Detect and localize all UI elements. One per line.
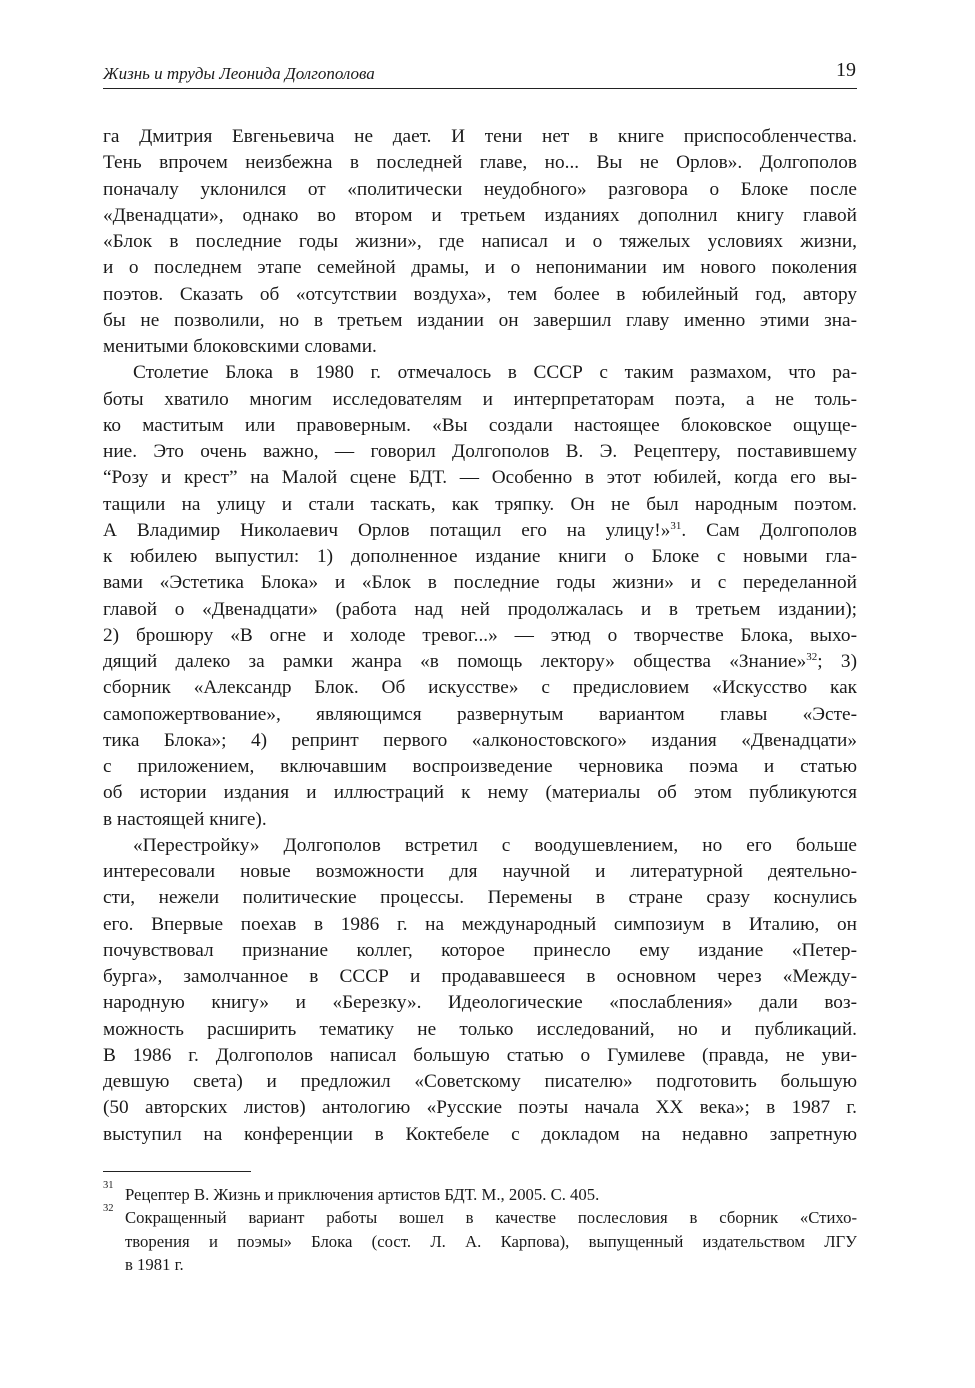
- body-text: [103, 124, 857, 1148]
- line-tail: . Сам Долгополов: [681, 519, 857, 541]
- text-line: «Двенадцати», однако во втором и третьем изданиях дополнил книгу главой: [103, 204, 857, 226]
- footnote-ref-32[interactable]: 32: [806, 651, 818, 663]
- line-text: А Владимир Николаевич Орлов потащил его на улицу!»: [103, 519, 671, 541]
- text-line-with-note: [103, 518, 857, 544]
- text-line: 2) брошюру «В огне и холоде тревог...» — этюд о творчестве Блока, выхо-: [103, 624, 857, 646]
- footnote-line: творения и поэмы» Блока (сост. Л. А. Карпова), выпущенный издательством ЛГУ: [125, 1231, 857, 1251]
- text-line: бурга», замолчанное в СССР и продававшееся в основном через «Между-: [103, 966, 857, 987]
- footnote-31: [103, 1180, 857, 1206]
- text-line: тика Блока»; 4) репринт первого «алконостовского» издания «Двенадцати»: [103, 729, 857, 751]
- text-line: бы не позволили, но в третьем издании он завершил главу именно этими зна-: [103, 309, 857, 331]
- text-line: Тень впрочем неизбежна в последней главе, но... Вы не Орлов». Долгополов: [103, 152, 857, 174]
- text-line: и о последнем этапе семейной драмы, и о непонимании им нового поколения: [103, 257, 857, 279]
- paragraph-2: [103, 360, 857, 833]
- text-line: тащили на улицу и стали таскать, как тряпку. Он не был народным поэтом.: [103, 493, 857, 515]
- text-line: «Блок в последние годы жизни», где написал и о тяжелых условиях жизни,: [103, 231, 857, 252]
- text-line: девшую света) и предложил «Советскому писателю» подготовить большую: [103, 1071, 857, 1092]
- text-line: вами «Эстетика Блока» и «Блок в последние годы жизни» и с переделанной: [103, 572, 857, 594]
- text-line: ко маститым или правоверным. «Вы создали настоящее блоковское ощуще-: [103, 414, 857, 436]
- text-line: с приложением, включавшим воспроизведение черновика поэма и статью: [103, 756, 857, 777]
- text-line: выступил на конференции в Коктебеле с докладом на недавно запретную: [103, 1123, 857, 1145]
- text-line: его. Впервые поехав в 1986 г. на международный симпозиум в Италию, он: [103, 913, 857, 935]
- text-line: об истории издания и иллюстраций к нему (материалы об этом публикуются: [103, 782, 857, 804]
- footnote-line: Сокращенный вариант работы вошел в качестве послесловия в сборник «Стихо-: [125, 1208, 857, 1228]
- text-line: (50 авторских листов) антологию «Русские поэты начала XX века»; в 1987 г.: [103, 1097, 857, 1119]
- text-line: “Розу и крест” на Малой сцене БДТ. — Особенно в этот юбилей, когда его вы-: [103, 467, 857, 489]
- paragraph-1: [103, 124, 857, 360]
- footnote-divider: [103, 1171, 251, 1172]
- text-line: в настоящей книге).: [103, 808, 267, 830]
- text-line: «Перестройку» Долгополов встретил с воодушевлением, но его больше: [133, 834, 857, 856]
- text-line: народную книгу» и «Березку». Идеологические «послабления» дали воз-: [103, 992, 857, 1014]
- text-line: интересовали новые возможности для научной и литературной деятельно-: [103, 861, 857, 882]
- text-line: поначалу уклонился от «политически неудобного» разговора о Блоке после: [103, 178, 857, 200]
- text-line: га Дмитрия Евгеньевича не дает. И тени нет в книге приспособленчества.: [103, 126, 857, 147]
- footnote-32: [103, 1203, 857, 1276]
- text-line: сборник «Александр Блок. Об искусстве» с предисловием «Искусство как: [103, 677, 857, 699]
- text-line: менитыми блоковскими словами.: [103, 336, 377, 357]
- text-line: сти, нежели политические процессы. Перемены в стране сразу коснулись: [103, 887, 857, 909]
- text-line: можность расширить тематику не только исследований, но и публикаций.: [103, 1018, 857, 1040]
- line-text: дящий далеко за рамки жанра «в помощь лектору» общества «Знание»: [103, 651, 807, 672]
- footnote-number: 32: [103, 1203, 114, 1215]
- footnote-ref-31[interactable]: 31: [670, 519, 682, 532]
- text-line: к юбилею выпустил: 1) дополненное издание книги о Блоке с новыми гла-: [103, 546, 857, 567]
- text-line: главой о «Двенадцати» (работа над ней продолжалась и в третьем издании);: [103, 598, 857, 620]
- running-header: [103, 58, 857, 89]
- line-tail: ; 3): [817, 651, 857, 672]
- text-line: почувствовал признание коллег, которое принесло ему издание «Петер-: [103, 939, 857, 961]
- footnote-line: в 1981 г.: [125, 1254, 184, 1274]
- text-line: Столетие Блока в 1980 г. отмечалось в СССР с таким размахом, что ра-: [133, 362, 857, 384]
- running-title: Жизнь и труды Леонида Долгополова: [103, 64, 375, 83]
- text-line: самопожертвование», являющимся развернутым вариантом главы «Эсте-: [103, 703, 857, 725]
- paragraph-3: [103, 833, 857, 1148]
- text-line: поэтов. Сказать об «отсутствии воздуха», тем более в юбилейный год, автору: [103, 283, 857, 305]
- text-line: боты хватило многим исследователям и интерпретаторам поэта, а не толь-: [103, 388, 857, 410]
- text-line: ние. Это очень важно, — говорил Долгополов В. Э. Рецептеру, поставившему: [103, 441, 857, 462]
- footnote-line: Рецептер В. Жизнь и приключения артистов БДТ. М., 2005. С. 405.: [125, 1185, 600, 1204]
- text-line-with-note: [103, 649, 857, 675]
- footnote-number: 31: [103, 1180, 114, 1191]
- footnotes: [103, 1180, 857, 1276]
- text-line: В 1986 г. Долгополов написал большую статью о Гумилеве (правда, не уви-: [103, 1044, 857, 1066]
- page-number: 19: [836, 59, 856, 81]
